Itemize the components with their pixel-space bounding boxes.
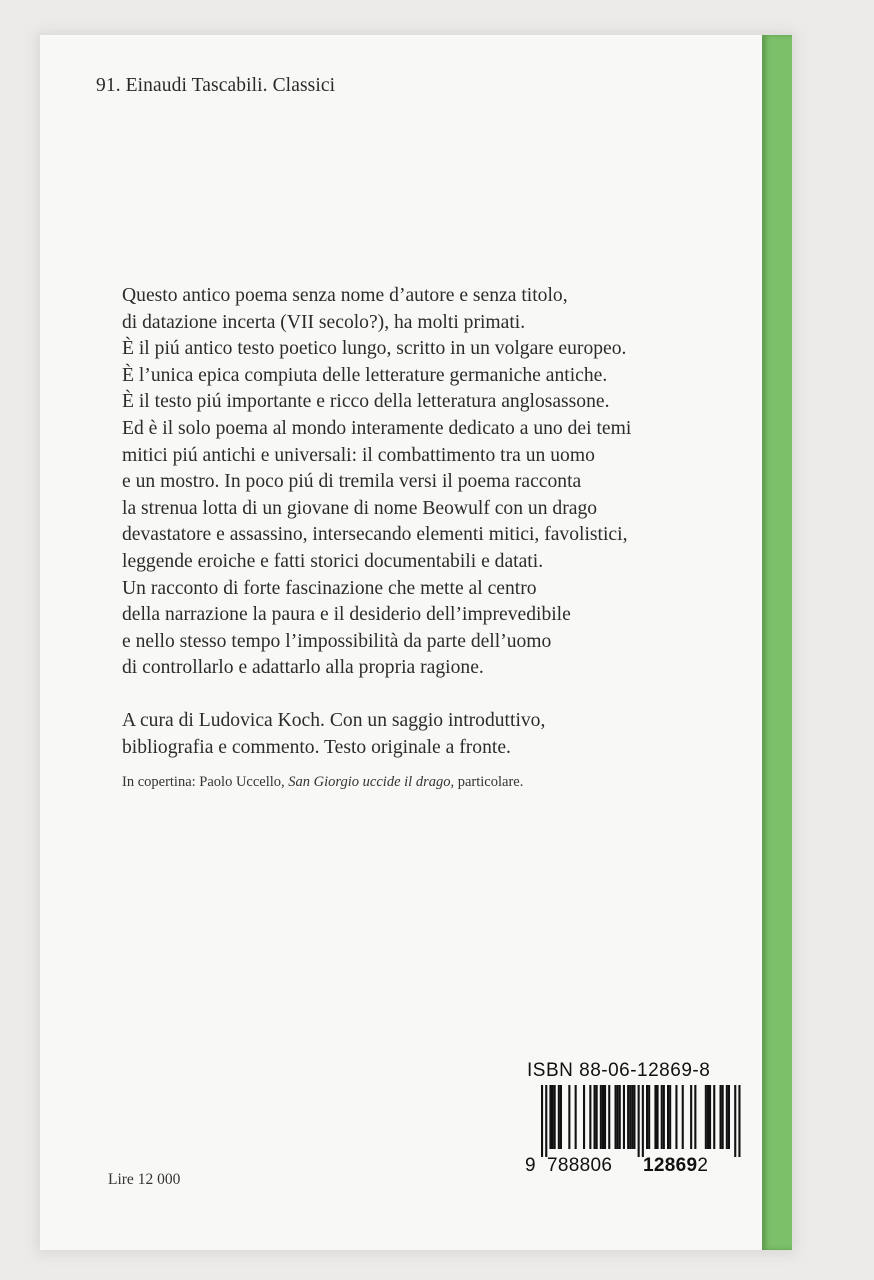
blurb-line: mitici piú antichi e universali: il combattimento tra un uomo xyxy=(122,444,595,466)
barcode-bar xyxy=(694,1085,696,1149)
barcode-bar xyxy=(646,1085,648,1149)
barcode-bar xyxy=(669,1085,671,1149)
barcode-bar xyxy=(705,1085,707,1149)
barcode-bar xyxy=(602,1085,604,1149)
editor-credits xyxy=(122,708,782,761)
credits-line: bibliografia e commento. Testo originale a fronte. xyxy=(122,736,511,758)
caption-artwork: San Giorgio uccide il drago xyxy=(288,774,451,790)
barcode-digits-bold: 12869 xyxy=(643,1155,698,1176)
barcode-bar xyxy=(638,1085,640,1157)
barcode-bar xyxy=(654,1085,656,1149)
barcode-bar xyxy=(738,1085,740,1157)
blurb-line: di datazione incerta (VII secolo?), ha molti primati. xyxy=(122,311,526,333)
barcode-bar xyxy=(713,1085,715,1149)
barcode xyxy=(525,1085,755,1157)
barcode-bar xyxy=(568,1085,570,1149)
barcode-bar xyxy=(615,1085,617,1149)
barcode-bar xyxy=(600,1085,602,1149)
barcode-bar xyxy=(667,1085,669,1149)
series-title: 91. Einaudi Tascabili. Classici xyxy=(96,75,336,96)
blurb-line: È il testo piú importante e ricco della letteratura anglosassone. xyxy=(122,391,610,413)
barcode-bar xyxy=(541,1085,543,1157)
barcode-bar xyxy=(663,1085,665,1149)
caption-prefix: In copertina: Paolo Uccello, xyxy=(122,774,289,790)
book-back-cover xyxy=(40,35,792,1250)
blurb-text xyxy=(122,283,782,682)
barcode-bar xyxy=(617,1085,619,1149)
barcode-bar xyxy=(631,1085,633,1149)
barcode-bar xyxy=(594,1085,596,1149)
barcode-bar xyxy=(596,1085,598,1149)
barcode-bar xyxy=(682,1085,684,1149)
barcode-bar xyxy=(726,1085,728,1149)
cover-caption xyxy=(122,774,523,791)
barcode-bar xyxy=(545,1085,547,1157)
barcode-bar xyxy=(589,1085,591,1149)
barcode-bar xyxy=(583,1085,585,1149)
barcode-bar xyxy=(604,1085,606,1149)
blurb-line: leggende eroiche e fatti storici documentabili e datati. xyxy=(122,550,544,572)
barcode-bar xyxy=(648,1085,650,1149)
blurb-line: la strenua lotta di un giovane di nome Beowulf con un drago xyxy=(122,497,598,519)
caption-suffix: , particolare. xyxy=(450,774,524,790)
barcode-bar xyxy=(629,1085,631,1149)
barcode-bar xyxy=(661,1085,663,1149)
blurb-line: devastatore e assassino, intersecando elementi mitici, favolistici, xyxy=(122,524,628,546)
blurb-line: È l’unica epica compiuta delle letterature germaniche antiche. xyxy=(122,364,608,386)
barcode-bar xyxy=(554,1085,556,1149)
blurb-line: Ed è il solo poema al mondo interamente dedicato a uno dei temi xyxy=(122,417,632,439)
barcode-bar xyxy=(728,1085,730,1149)
barcode-bar xyxy=(627,1085,629,1149)
blurb-line: È il piú antico testo poetico lungo, scritto in un volgare europeo. xyxy=(122,338,627,360)
barcode-bar xyxy=(619,1085,621,1149)
barcode-bar xyxy=(608,1085,610,1149)
barcode-bar xyxy=(623,1085,625,1149)
barcode-bar xyxy=(549,1085,551,1149)
blurb-line: della narrazione la paura e il desiderio dell’imprevedibile xyxy=(122,604,571,626)
barcode-bar xyxy=(552,1085,554,1149)
barcode-bar xyxy=(558,1085,560,1149)
barcode-digits-left: 788806 xyxy=(547,1155,613,1176)
barcode-bar xyxy=(720,1085,722,1149)
barcode-bar xyxy=(633,1085,635,1149)
barcode-bar xyxy=(657,1085,659,1149)
isbn-block xyxy=(525,1060,755,1177)
barcode-bar xyxy=(575,1085,577,1149)
price-label: Lire 12 000 xyxy=(108,1171,181,1188)
isbn-label: ISBN 88-06-12869-8 xyxy=(527,1060,711,1081)
barcode-bar xyxy=(707,1085,709,1149)
barcode-bar xyxy=(560,1085,562,1149)
barcode-bar xyxy=(642,1085,644,1157)
barcode-digits-right xyxy=(643,1155,708,1177)
barcode-digits xyxy=(525,1155,755,1177)
barcode-bar xyxy=(734,1085,736,1157)
blurb-line: Questo antico poema senza nome d’autore e senza titolo, xyxy=(122,285,568,306)
barcode-bar xyxy=(709,1085,711,1149)
blurb-line: e nello stesso tempo l’impossibilità da parte dell’uomo xyxy=(122,630,552,652)
blurb-line: e un mostro. In poco piú di tremila versi il poema racconta xyxy=(122,471,582,493)
barcode-digit-first: 9 xyxy=(525,1155,536,1176)
barcode-bar xyxy=(675,1085,677,1149)
barcode-bar xyxy=(690,1085,692,1149)
barcode-bar xyxy=(722,1085,724,1149)
credits-line: A cura di Ludovica Koch. Con un saggio introduttivo, xyxy=(122,710,546,731)
blurb-line: di controllarlo e adattarlo alla propria ragione. xyxy=(122,657,484,679)
barcode-check-digit: 2 xyxy=(697,1155,709,1176)
blurb-line: Un racconto di forte fascinazione che mette al centro xyxy=(122,577,537,599)
